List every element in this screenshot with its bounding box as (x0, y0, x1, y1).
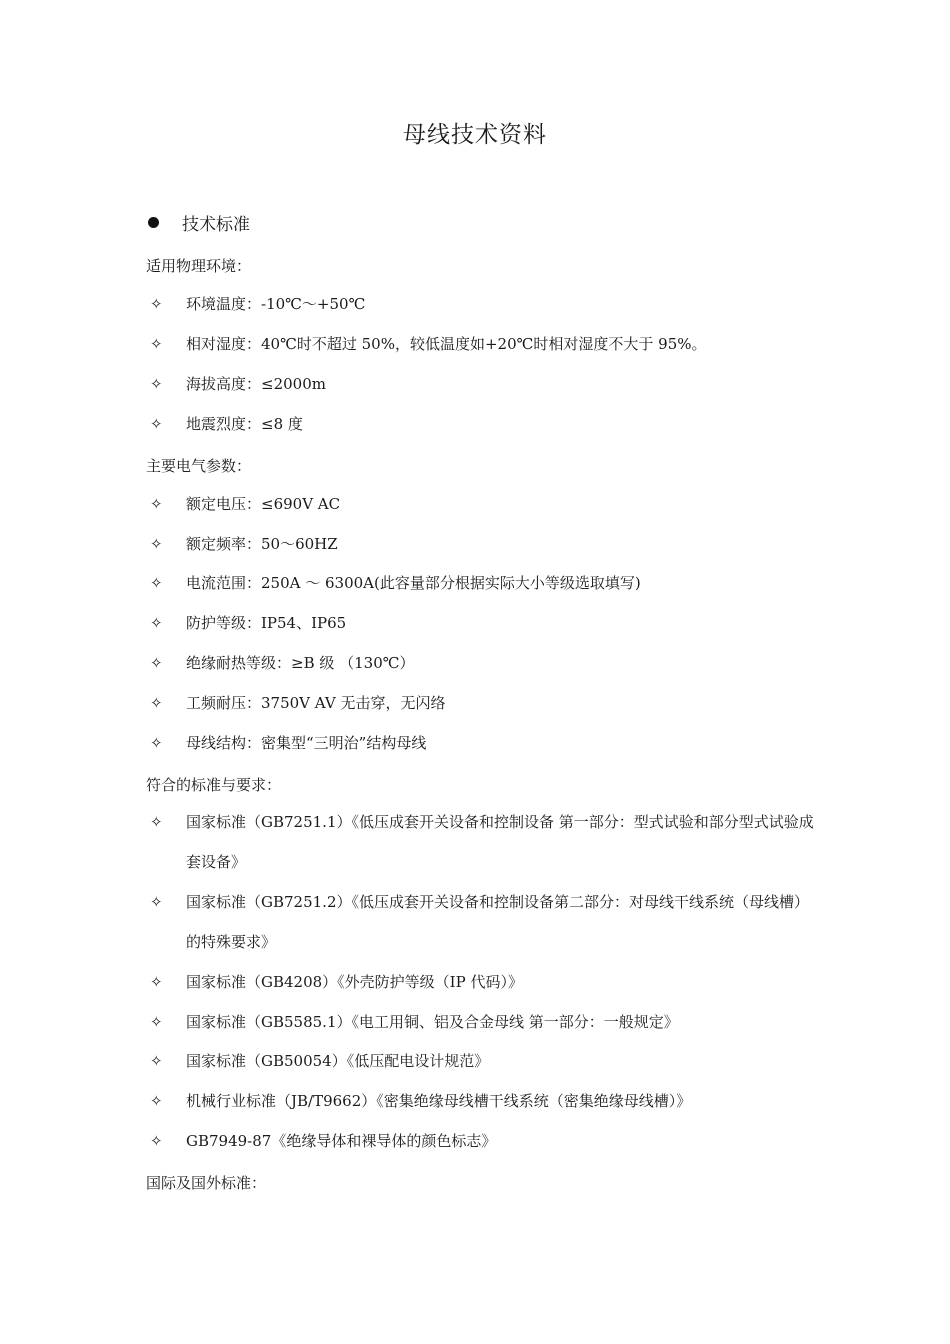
list-item (150, 1052, 816, 1081)
star-bullet-icon: ✧ (150, 813, 163, 831)
list-item (150, 375, 816, 404)
list-item-text: 海拔高度：≤2000m (186, 375, 326, 393)
group-label-electrical: 主要电气参数： (146, 457, 252, 475)
list-item-text: GB7949-87《绝缘导体和裸导体的颜色标志》 (186, 1132, 497, 1150)
list-item-text: 电流范围：250A ～ 6300A(此容量部分根据实际大小等级选取填写) (186, 574, 641, 592)
list-item-text: 防护等级：IP54、IP65 (186, 614, 347, 632)
section-heading-text: 技术标准 (182, 215, 250, 235)
star-bullet-icon: ✧ (150, 1132, 163, 1150)
list-item (150, 1132, 816, 1161)
list-item (150, 654, 816, 683)
star-bullet-icon: ✧ (150, 375, 163, 393)
list-item (150, 813, 816, 882)
list-item-text: 工频耐压：3750V AV 无击穿，无闪络 (186, 694, 446, 712)
star-bullet-icon: ✧ (150, 694, 163, 712)
star-bullet-icon: ✧ (150, 415, 163, 433)
section-heading (146, 210, 250, 235)
list-item (150, 574, 816, 603)
list-item-text: 相对湿度：40℃时不超过 50%，较低温度如+20℃时相对湿度不大于 95%。 (186, 335, 707, 353)
star-bullet-icon: ✧ (150, 495, 163, 513)
list-item (150, 415, 816, 444)
group-label-standards: 符合的标准与要求： (146, 776, 282, 794)
list-item-text: 环境温度：-10℃～+50℃ (186, 295, 366, 313)
list-item-text: 额定频率：50～60HZ (186, 535, 338, 553)
page-title: 母线技术资料 (403, 122, 547, 148)
star-bullet-icon: ✧ (150, 734, 163, 752)
list-item (150, 1013, 816, 1042)
list-item (150, 694, 816, 723)
list-item-text: 国家标准（GB7251.2）《低压成套开关设备和控制设备第二部分：对母线干线系统（母线槽）的特殊要求》 (186, 893, 809, 951)
list-item-text: 国家标准（GB7251.1）《低压成套开关设备和控制设备 第一部分：型式试验和部分型式试验成套设备》 (186, 813, 814, 871)
star-bullet-icon: ✧ (150, 893, 163, 911)
star-bullet-icon: ✧ (150, 654, 163, 672)
list-item-text: 机械行业标准（JB/T9662）《密集绝缘母线槽干线系统（密集绝缘母线槽）》 (186, 1092, 692, 1110)
list-item (150, 1092, 816, 1121)
list-item-text: 国家标准（GB4208）《外壳防护等级（IP 代码）》 (186, 973, 523, 991)
star-bullet-icon: ✧ (150, 335, 163, 353)
list-item-text: 绝缘耐热等级：≥B 级 （130℃） (186, 654, 415, 672)
filled-circle-icon (148, 217, 159, 228)
list-item (150, 614, 816, 643)
group-label-international: 国际及国外标准： (146, 1174, 267, 1192)
star-bullet-icon: ✧ (150, 535, 163, 553)
star-bullet-icon: ✧ (150, 574, 163, 592)
star-bullet-icon: ✧ (150, 295, 163, 313)
list-item-text: 母线结构：密集型“三明治”结构母线 (186, 734, 427, 752)
list-item (150, 535, 816, 564)
list-item-text: 额定电压：≤690V AC (186, 495, 341, 513)
list-item-text: 国家标准（GB5585.1）《电工用铜、铝及合金母线 第一部分：一般规定》 (186, 1013, 679, 1031)
list-item (150, 495, 816, 524)
list-item-text: 国家标准（GB50054）《低压配电设计规范》 (186, 1052, 490, 1070)
list-item (150, 973, 816, 1002)
star-bullet-icon: ✧ (150, 1092, 163, 1110)
list-item (150, 734, 816, 763)
list-item (150, 295, 816, 324)
list-item (150, 893, 816, 962)
star-bullet-icon: ✧ (150, 1013, 163, 1031)
list-item (150, 335, 816, 364)
group-label-environment: 适用物理环境： (146, 257, 252, 275)
star-bullet-icon: ✧ (150, 614, 163, 632)
list-item-text: 地震烈度：≤8 度 (186, 415, 303, 433)
star-bullet-icon: ✧ (150, 973, 163, 991)
star-bullet-icon: ✧ (150, 1052, 163, 1070)
